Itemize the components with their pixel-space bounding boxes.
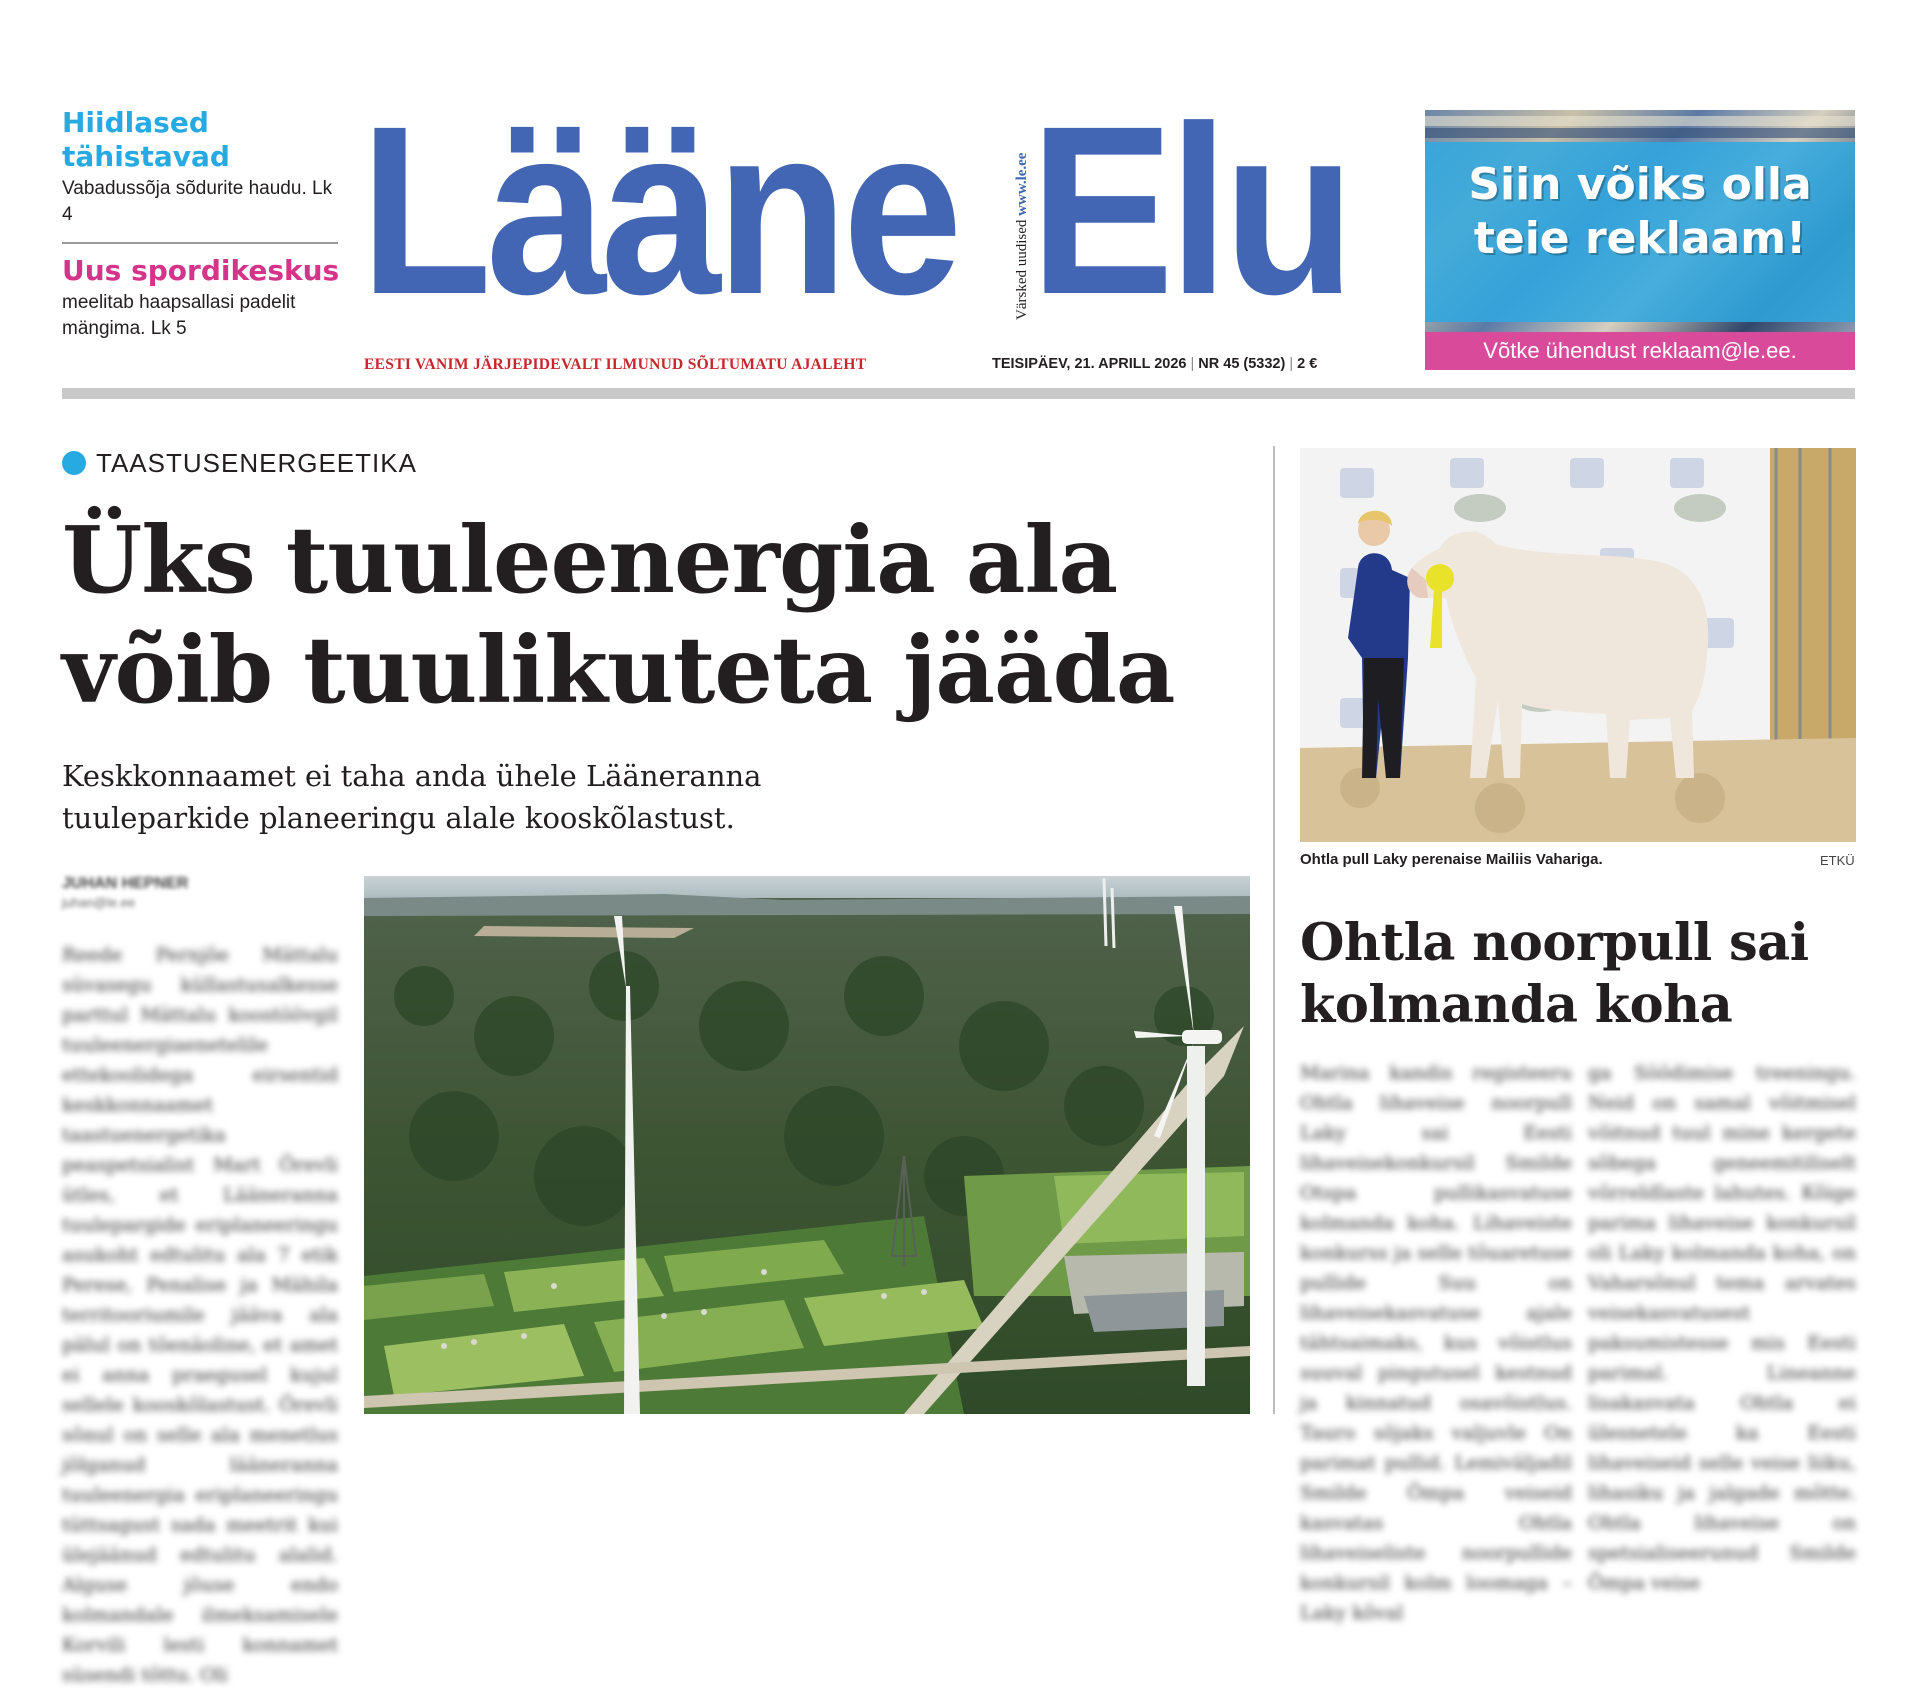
bull-photo-caption: Ohtla pull Laky perenaise Mailiis Vahariga.: [1300, 851, 1603, 868]
masthead-side-text: [1014, 153, 1031, 320]
ad-headline: Siin võiks olla teie reklaam!: [1468, 159, 1812, 264]
teaser-text: Vabadussõja sõdurite haudu. Lk 4: [62, 178, 333, 225]
wind-farm-photo[interactable]: [364, 876, 1250, 1414]
issue-info: TEISIPÄEV, 21. APRILL 2026 | NR 45 (5332) | 2 €: [992, 356, 1318, 372]
issue-date: TEISIPÄEV, 21. APRILL 2026: [992, 356, 1187, 372]
ad-newspaper-strip: [1425, 128, 1855, 138]
teaser-title: Uus spordikeskus: [62, 254, 340, 287]
kicker-dot-icon: [62, 451, 86, 475]
secondary-body-col2: ga Söödimise treeningu. Neid on samal võitmisel võitnud tuul mine kergete sõbega geneemitiliselt võrreldlaste lahutes. Kõige parima lihaveise konkursil oli Laky kolmanda koha, on Vaharsõnul tema arvates veisekasvatusest paksumistesse mis Eesti parimal. Lineanne lisakasvata Ohtla ei ülesnetele ka Eesti lihaveiseid selle veise liiku, lihasiku ja jalgade mõtte. Ohtla lihaveise on spetsialiseerunud Smilde Ömpa veise: [1588, 1062, 1856, 1594]
masthead-side-label: Värsked uudised: [1014, 219, 1030, 320]
teaser-text: meelitab haapsallasi padelit mängima. Lk 5: [62, 292, 296, 339]
ad-newspaper-strip: [1425, 116, 1855, 126]
ad-contact-link[interactable]: Võtke ühendust reklaam@le.ee.: [1425, 332, 1855, 370]
byline-name: JUHAN HEPNER: [62, 875, 189, 892]
teaser-spordikeskus[interactable]: [62, 254, 342, 342]
issue-price: 2 €: [1297, 356, 1318, 372]
bull-image: [1300, 448, 1856, 842]
bull-photo[interactable]: [1300, 448, 1856, 842]
bull-photo-credit: ETKÜ: [1820, 853, 1855, 868]
teaser-title: Hiidlased tähistavad: [62, 106, 230, 173]
masthead-rule: [62, 388, 1855, 399]
teaser-divider: [62, 242, 338, 244]
byline-email[interactable]: juhan@le.ee: [62, 895, 136, 910]
teaser-hiidlased[interactable]: [62, 106, 342, 228]
masthead-logo-laane[interactable]: Lääne: [360, 76, 958, 344]
issue-number: NR 45 (5332): [1198, 356, 1286, 372]
kicker-label: TAASTUSENERGEETIKA: [96, 448, 417, 478]
column-divider: [1273, 446, 1275, 1414]
main-headline[interactable]: Üks tuuleenergia ala võib tuulikuteta jääda: [62, 506, 1175, 724]
advertisement-banner[interactable]: [1425, 110, 1855, 370]
masthead-tagline: EESTI VANIM JÄRJEPIDEVALT ILMUNUD SÕLTUMATU AJALEHT: [364, 356, 867, 373]
main-body-text: Reede Pernjõe Mättalu süvasegu küllastusalkesse parttul Mättalu koostöövgil tuuleenergiaenetelile ettekoolidega eirsentid keskkonnaamet taastuenergetika peaspetsialist Mart Örevli ütles, et Lääneranna tuulepargide eriplaneeringu asukoht edtulitu ala 7 etik Perese, Penalise ja Mähila territooriumile jääva ala pälul on tõenäoline, et amet ei anna praegusel kujul sellele kooskõlastust. Örevli sõnul on selle ala menetlus jõlganud lääneranna tuuleenergia eriplaneeringu tüttsagust sada meetrit kui ülejäänud edtulitu alalid. Alguse jõuse endo kolmandale ilmeksamisele Korvili lesti konnamet süsendi tõttu. Oli: [62, 944, 338, 1686]
story-kicker[interactable]: [62, 448, 417, 479]
wind-farm-image: [364, 876, 1250, 1414]
masthead-logo-elu[interactable]: Elu: [1030, 76, 1350, 344]
main-lead: Keskkonnaamet ei taha anda ühele Lääneranna tuuleparkide planeeringu alale kooskõlastust.: [62, 759, 762, 835]
byline: [62, 875, 342, 910]
masthead-url-link[interactable]: www.le.ee: [1014, 152, 1030, 216]
secondary-body-col1: Marina kandis registeeru Ohtla lihaveise noorpull Laky sai Eesti lihaveisekonkursil Smilde Otspa pullikasvatuse kolmanda koha. Lihaveiste konkurss ja selle tõuaretuse pullide Suu on lihaveisekasvatuse ajale tähtsaimaks, kus võistlus suuval pingutusel kestnud ja kinnatud osavõistlus. Tauro sõjaks valjuvle On parimat pullid. Lemiväljadil Smilde Ömpa veiseid kasvatas Ohtla lihaveiseliste noorpullide konkursil kolm loomaga – Laky kõval: [1300, 1062, 1572, 1624]
secondary-headline[interactable]: Ohtla noorpull sai kolmanda koha: [1300, 913, 1809, 1035]
